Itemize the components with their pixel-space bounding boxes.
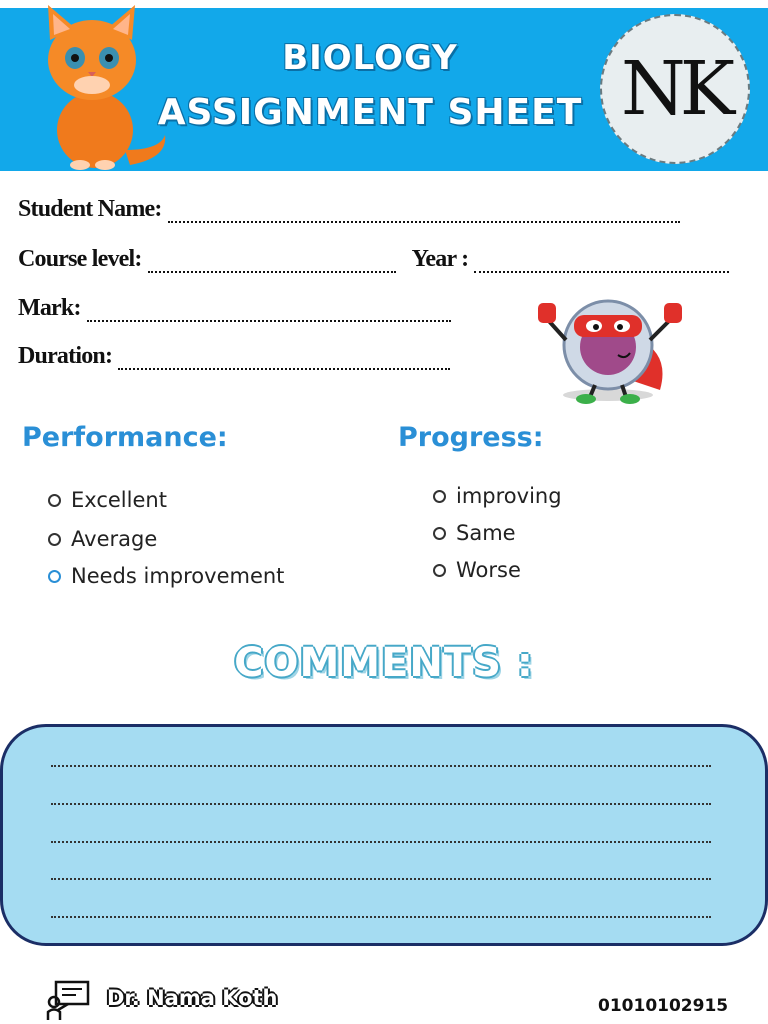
duration-row <box>18 343 450 370</box>
title-line-1: BIOLOGY <box>282 38 458 78</box>
duration-label: Duration: <box>18 343 113 369</box>
performance-option-excellent[interactable] <box>48 488 167 512</box>
cat-mascot-image <box>20 0 170 172</box>
comment-line[interactable] <box>51 841 711 843</box>
option-label: Worse <box>456 558 521 582</box>
radio-circle-icon[interactable] <box>433 490 446 503</box>
nk-logo: NK <box>600 14 750 164</box>
student-name-row <box>18 196 680 223</box>
mark-row <box>18 295 451 322</box>
mark-field[interactable] <box>87 302 451 322</box>
course-level-field[interactable] <box>148 253 396 273</box>
performance-title: Performance: <box>22 422 228 453</box>
mark-label: Mark: <box>18 295 81 321</box>
year-label: Year : <box>411 246 469 272</box>
option-label: improving <box>456 484 562 508</box>
course-level-row <box>18 246 729 273</box>
teacher-board-icon <box>46 980 92 1020</box>
comment-line[interactable] <box>51 878 711 880</box>
option-label: Average <box>71 527 158 551</box>
title-line-2: ASSIGNMENT SHEET <box>157 92 583 133</box>
performance-option-average[interactable] <box>48 527 157 551</box>
radio-circle-icon[interactable] <box>48 494 61 507</box>
phone-number: 01010102915 <box>598 996 729 1016</box>
radio-circle-icon[interactable] <box>433 527 446 540</box>
author-name: Dr. Nama Koth <box>107 986 278 1010</box>
comment-line[interactable] <box>51 765 711 767</box>
option-label: Needs improvement <box>71 564 285 588</box>
year-field[interactable] <box>474 253 729 273</box>
course-level-label: Course level: <box>18 246 142 272</box>
comment-line[interactable] <box>51 916 711 918</box>
performance-option-needs-improvement[interactable] <box>48 564 284 588</box>
progress-option-same[interactable] <box>433 521 516 545</box>
germ-mascot-image <box>530 285 690 410</box>
comments-title: COMMENTS : <box>234 640 534 686</box>
radio-circle-icon[interactable] <box>48 533 61 546</box>
progress-option-worse[interactable] <box>433 558 521 582</box>
comments-box[interactable] <box>0 724 768 946</box>
student-name-label: Student Name: <box>18 196 162 222</box>
option-label: Excellent <box>71 488 167 512</box>
student-name-field[interactable] <box>168 203 680 223</box>
option-label: Same <box>456 521 516 545</box>
progress-title: Progress: <box>398 422 544 453</box>
radio-circle-icon[interactable] <box>433 564 446 577</box>
comment-line[interactable] <box>51 803 711 805</box>
radio-circle-icon[interactable] <box>48 570 61 583</box>
duration-field[interactable] <box>118 350 450 370</box>
progress-option-improving[interactable] <box>433 484 562 508</box>
